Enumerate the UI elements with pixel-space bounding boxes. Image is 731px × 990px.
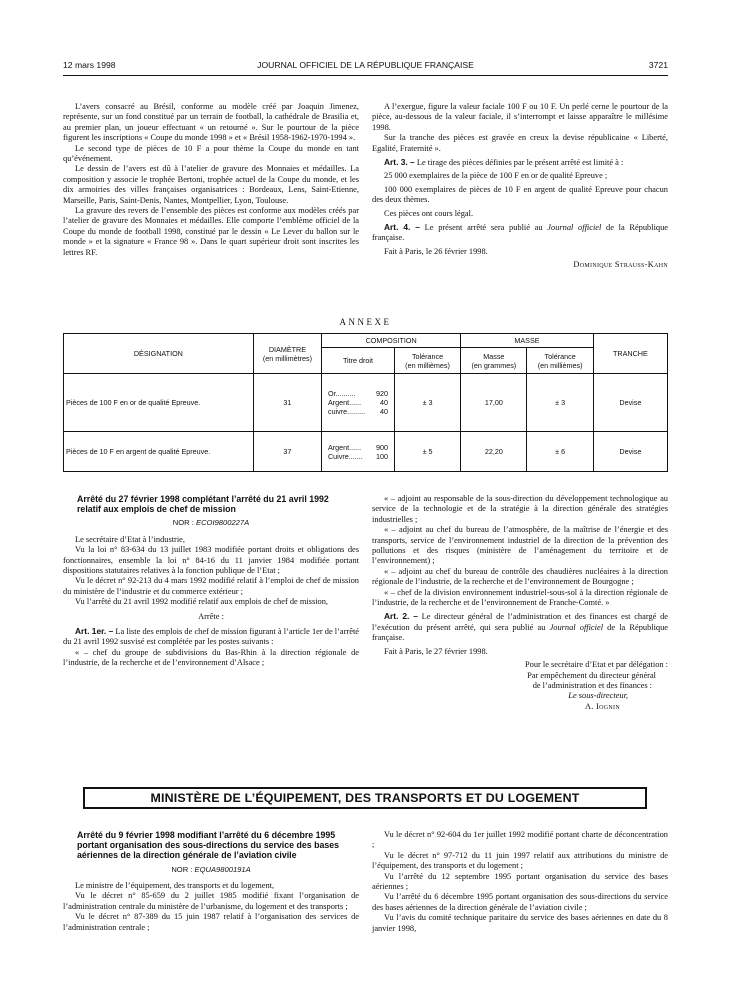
cell-masse: 22,20 [461, 432, 527, 472]
header-titre: Titre droit [322, 348, 395, 374]
annexe-title: ANNEXE [339, 317, 392, 327]
arrete-2-right-column [372, 830, 668, 934]
header-tranche: TRANCHE [593, 334, 667, 374]
done-at: Fait à Paris, le 27 février 1998. [384, 646, 488, 656]
header-composition: COMPOSITION [322, 334, 461, 348]
signature-line: de l’administration et des finances : [532, 680, 652, 690]
ministry-banner: MINISTÈRE DE L’ÉQUIPEMENT, DES TRANSPORTS ET DU LOGEMENT [83, 787, 647, 809]
paragraph: « – chef du groupe de subdivisions du Bas-Rhin à la direction régionale de l’industrie, de la recherche et de l’environnement d’Alsace ; [63, 647, 359, 668]
arrete-word: Arrête : [198, 611, 224, 621]
article-text: La liste des emplois de chef de mission figurant à l’article 1er de l’arrêté du 21 avril 1992 susvisé est complétée par les postes suivants : [63, 627, 359, 647]
paragraph: Vu l’arrêté du 6 décembre 1995 portant organisation des sous-directions du service des bases aériennes de la direction générale de l’aviation civile ; [372, 892, 668, 912]
article-text: Le directeur général de l’administration et des finances est chargé de l’exécution du présent arrêté, qui sera publié au [372, 612, 668, 632]
paragraph: Le second type de pièces de 10 F a pour thème la Coupe du monde en tant qu’événement. [63, 143, 359, 164]
header-masse-col: Masse (en grammes) [461, 348, 527, 374]
cell-designation: Pièces de 100 F en or de qualité Epreuve. [64, 374, 254, 432]
article-text: de la République française. [372, 223, 668, 243]
cell-tranche: Devise [593, 432, 667, 472]
arrete-1-nor: NOR : ECOI9800227A [172, 518, 250, 528]
cell-diametre: 31 [253, 374, 321, 432]
paragraph: Le secrétaire d’Etat à l’industrie, [75, 534, 185, 544]
arrete-1-left-column [63, 494, 359, 669]
header-tolerance-2: Tolérance (en millièmes) [527, 348, 593, 374]
page-header [63, 60, 668, 72]
cell-tolerance: ± 3 [394, 374, 460, 432]
article-label: Art. 1er. – [75, 626, 114, 637]
arrete-2-title: Arrêté du 9 février 1998 modifiant l’arrêté du 6 décembre 1995 portant organisation des sous-directions du service des bases aériennes de la direction générale de l’aviation civile [77, 830, 340, 861]
cell-tolerance-2: ± 6 [527, 432, 593, 472]
paragraph: Vu le décret n° 92-213 du 4 mars 1992 modifié relatif à l’emploi de chef de mission du ministère de l’industrie et du commerce extérieur ; [63, 576, 359, 596]
article-1 [63, 626, 359, 648]
article-text: Le tirage des pièces définies par le présent arrêté est limité à : [414, 158, 624, 168]
article-label: Art. 4. – [384, 222, 420, 233]
arrete-1-right-column [372, 494, 668, 712]
paragraph: Le ministre de l’équipement, des transports et du logement, [75, 881, 275, 891]
cell-designation: Pièces de 10 F en argent de qualité Epreuve. [64, 432, 254, 472]
paragraph: A l’exergue, figure la valeur faciale 100 F ou 10 F. Un perlé cerne le pourtour de la pièce, au-dessous de la valeur faciale, il s’interrompt et laisse apparaître le millésime 1998. [372, 102, 668, 132]
paragraph: Vu la loi n° 83-634 du 13 juillet 1983 modifiée portant droits et obligations des fonctionnaires, ensemble la loi n° 84-16 du 11 janvier 1984 modifiée portant dispositions statutaires relatives à la fonction publique de l’Etat ; [63, 545, 359, 576]
paragraph: Vu l’arrêté du 21 avril 1992 modifié relatif aux emplois de chef de mission, [75, 597, 328, 607]
cell-masse: 17,00 [461, 374, 527, 432]
header-tolerance: Tolérance (en millièmes) [394, 348, 460, 374]
journal-name: Journal officiel [547, 223, 602, 233]
article-2 [372, 611, 668, 643]
header-masse: MASSE [461, 334, 594, 348]
article-label: Art. 3. – [384, 157, 415, 168]
paragraph: Vu l’avis du comité technique paritaire du service des bases aériennes en date du 8 janvier 1998, [372, 913, 668, 933]
header-page-number: 3721 [648, 60, 668, 70]
paragraph: Vu l’arrêté du 12 septembre 1995 portant organisation du service des bases aériennes ; [372, 871, 668, 892]
top-right-column [372, 102, 668, 271]
paragraph: Vu le décret n° 85-659 du 2 juillet 1985 modifié fixant l’organisation de l’administration centrale du ministère de l’urbanisme, du logement et des transports ; [63, 891, 359, 911]
journal-name: Journal officiel [549, 622, 604, 632]
signature: Dominique Strauss-Kahn [573, 260, 668, 270]
paragraph: Sur la tranche des pièces est gravée en creux la devise républicaine « Liberté, Egalité, Fraternité ». [372, 133, 668, 153]
signature: A. Iognin [584, 701, 620, 711]
table-row [64, 374, 668, 432]
article-4 [372, 222, 668, 244]
cell-tolerance-2: ± 3 [527, 374, 593, 432]
paragraph: Vu le décret n° 97-712 du 11 juin 1997 relatif aux attributions du ministre de l’équipement, des transports et du logement ; [372, 850, 668, 871]
cell-tranche: Devise [593, 374, 667, 432]
top-left-column [63, 102, 359, 258]
signature-line: Par empêchement du directeur général [527, 670, 656, 680]
paragraph: Ces pièces ont cours légal. [384, 208, 474, 218]
paragraph: « – adjoint au responsable de la sous-direction du développement technologique au service de la technologie et de la stratégie à la direction générale des stratégies industrielles ; [372, 494, 668, 524]
header-date: 12 mars 1998 [63, 60, 116, 70]
signature-line: Le sous-directeur, [568, 691, 628, 701]
table-row [64, 432, 668, 472]
annexe-table [63, 333, 668, 472]
cell-diametre: 37 [253, 432, 321, 472]
header-journal-title: JOURNAL OFFICIEL DE LA RÉPUBLIQUE FRANÇAISE [257, 60, 474, 70]
article-3 [372, 157, 668, 168]
signature-line: Pour le secrétaire d’Etat et par délégation : [524, 660, 668, 670]
article-text: de la République française. [372, 622, 669, 643]
paragraph: « – adjoint au chef du bureau de l’atmosphère, de la maîtrise de l’énergie et des transports, service de l’environnement industriel de la direction de la prévention des pollutions et des risques (ministère de l’aménagement du territoire et de l’environnement) ; [372, 525, 668, 566]
paragraph: « – chef de la division environnement industriel-sous-sol à la direction régionale de l’industrie, de la recherche et de l’environnement de Franche-Comté. » [372, 587, 668, 608]
cell-titre: Argent...... 900 Cuivre....... 100 [322, 432, 395, 472]
paragraph: L’avers consacré au Brésil, conforme au modèle créé par Joaquin Jimenez, représente, sur un fond constitué par un terrain de football, la cathédrale de Brasilia et, au premier plan, un joueur effectuant « un retourné ». Sur le pourtour de la pièce figurent les inscriptions « Coupe du monde 1998 » et « Brésil 1958-1962-1970-1994 ». [63, 102, 359, 143]
done-at: Fait à Paris, le 26 février 1998. [384, 246, 488, 256]
paragraph: « – adjoint au chef du bureau de contrôle des chaudières nucléaires à la direction régionale de l’industrie, de la recherche et de l’environnement de Bourgogne ; [372, 566, 668, 587]
header-rule [63, 75, 668, 76]
paragraph: 100 000 exemplaires de pièces de 10 F en argent de qualité Epreuve pour chacun des deux thèmes. [372, 184, 668, 205]
paragraph: La gravure des revers de l’ensemble des pièces est conforme aux modèles créés par l’atelier de gravure des Monnaies et médailles. Elle comporte l’emblème officiel de la Coupe du monde de football 1998, constitué par le dessin « Le Lever du ballon sur le monde » et la signature « France 98 ». Dans le quart supérieur droit sont inscrites les lettres RF. [63, 206, 359, 257]
article-text: Le présent arrêté sera publié au [419, 223, 548, 233]
cell-tolerance: ± 5 [394, 432, 460, 472]
header-diametre: DIAMÈTRE (en millimètres) [253, 334, 321, 374]
arrete-2-left-column [63, 830, 359, 933]
article-label: Art. 2. – [384, 611, 418, 622]
cell-titre: Or.......... 920 Argent...... 40 cuivre......... 40 [322, 374, 395, 432]
paragraph: Vu le décret n° 92-604 du 1er juillet 1992 modifié portant charte de déconcentration ; [372, 830, 668, 850]
arrete-2-nor: NOR : EQUA9800191A [171, 864, 251, 874]
paragraph: 25 000 exemplaires de la pièce de 100 F en or de qualité Epreuve ; [384, 171, 608, 181]
paragraph: Vu le décret n° 87-389 du 15 juin 1987 relatif à l’organisation des services de l’administration centrale ; [63, 912, 359, 932]
paragraph: Le dessin de l’avers est dû à l’atelier de gravure des Monnaies et médailles. La composition y associe le trophée Bertoni, trophée actuel de la Coupe du monde, et les dix armoiries des villes françaises organisatrices : Bordeaux, Lens, Saint-Etienne, Marseille, Paris, Saint-Denis, Nantes, Montpellier, Lyon, Toulouse. [63, 164, 359, 205]
arrete-1-title: Arrêté du 27 février 1998 complétant l’arrêté du 21 avril 1992 relatif aux emplois de chef de mission [77, 494, 329, 515]
header-designation: DÉSIGNATION [64, 334, 254, 374]
